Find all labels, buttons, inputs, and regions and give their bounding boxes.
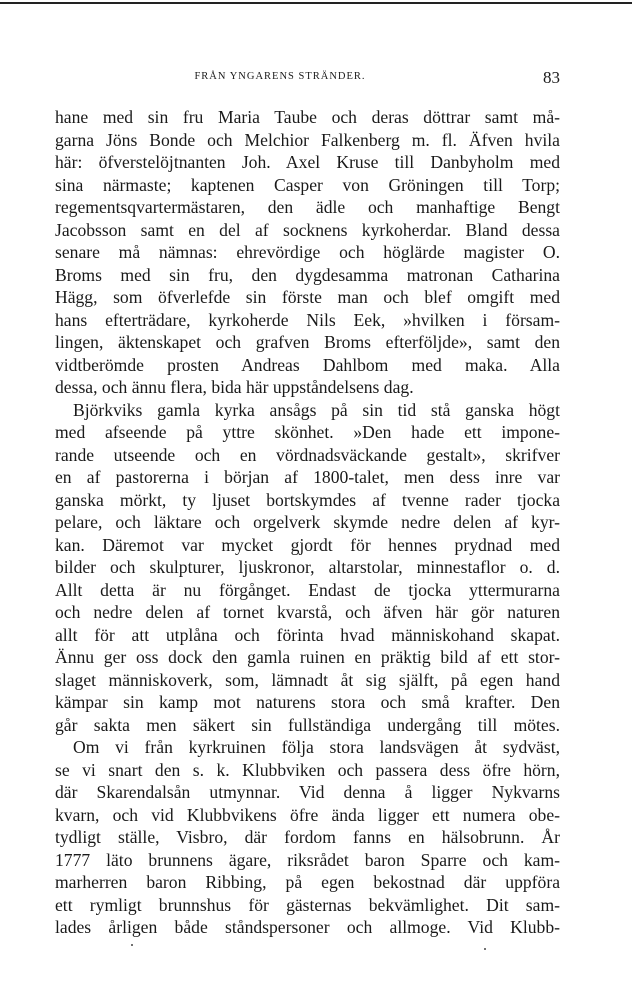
- text-line: sina närmaste; kaptenen Casper von Gröningen till Torp;: [55, 174, 560, 195]
- print-speck: [484, 948, 486, 950]
- paragraph-start-line: Om vi från kyrkruinen följa stora landsvägen åt sydväst,: [73, 737, 560, 757]
- text-line: lingen, äktenskapet och grafven Broms efterföljde», samt den: [55, 332, 560, 352]
- text-line: och nedre delen af tornet kvarstå, och äfven här gör naturen: [55, 602, 560, 622]
- text-line: Broms med sin fru, den dygdesamma matronan Catharina: [55, 264, 560, 285]
- text-line: vidtberömde prosten Andreas Dahlbom med maka. Alla: [55, 354, 560, 375]
- text-line: rande utseende och en vördnadsväckande gestalt», skrifver: [55, 444, 560, 465]
- print-speck: [131, 944, 133, 946]
- page-number: 83: [543, 68, 560, 87]
- text-line: garna Jöns Bonde och Melchior Falkenberg m. fl. Äfven hvila: [55, 129, 560, 150]
- text-line: senare må nämnas: ehrevördige och höglärde magister O.: [55, 242, 560, 262]
- paragraph-end-line: dessa, och ännu flera, bida här uppståndelsens dag.: [55, 377, 414, 397]
- text-line: Ännu ger oss dock den gamla ruinen en präktig bild af ett stor-: [55, 647, 560, 667]
- text-line: lades årligen både ståndspersoner och allmoge. Vid Klubb-: [55, 917, 560, 937]
- text-line: tydligt ställe, Visbro, där fordom fanns en hälsobrunn. År: [55, 827, 560, 847]
- text-line: Jacobsson samt en del af socknens kyrkoherdar. Bland dessa: [55, 219, 560, 240]
- text-line: se vi snart den s. k. Klubbviken och passera dess öfre hörn,: [55, 759, 560, 780]
- text-line: kämpar sin kamp mot naturens stora och små krafter. Den: [55, 692, 560, 712]
- text-line: Hägg, som öfverlefde sin förste man och blef omgift med: [55, 287, 560, 307]
- text-line: kan. Däremot var mycket gjordt för hennes prydnad med: [55, 534, 560, 555]
- top-rule: [0, 2, 632, 4]
- text-line: hans efterträdare, kyrkoherde Nils Eek, »hvilken i försam-: [55, 309, 560, 330]
- body-text: [55, 106, 560, 939]
- text-line: slaget människoverk, som, lämnadt åt sig själft, på egen hand: [55, 669, 560, 690]
- text-line: pelare, och läktare och orgelverk skymde nedre delen af kyr-: [55, 512, 560, 532]
- text-line: hane med sin fru Maria Taube och deras döttrar samt må-: [55, 107, 560, 127]
- text-line: kvarn, och vid Klubbvikens öfre ända ligger ett numera obe-: [55, 804, 560, 825]
- text-line: 1777 läto brunnens ägare, riksrådet baron Sparre och kam-: [55, 849, 560, 870]
- text-line: här: öfverstelöjtnanten Joh. Axel Kruse till Danbyholm med: [55, 152, 560, 172]
- paragraph-start-line: Björkviks gamla kyrka ansågs på sin tid stå ganska högt: [73, 399, 560, 420]
- text-line: bilder och skulpturer, ljuskronor, altarstolar, minnestaflor o. d.: [55, 557, 560, 577]
- text-line: regementsqvartermästaren, den ädle och manhaftige Bengt: [55, 197, 560, 217]
- text-line: allt för att utplåna och förinta hvad människohand skapat.: [55, 624, 560, 645]
- text-line: en af pastorerna i början af 1800-talet, men dess inre var: [55, 467, 560, 487]
- text-line: ett rymligt brunnshus för gästernas bekvämlighet. Dit sam-: [55, 894, 560, 915]
- text-line: Allt detta är nu förgånget. Endast de tjocka yttermurarna: [55, 579, 560, 600]
- text-line: går sakta men säkert sin fullständiga undergång till mötes.: [55, 714, 560, 735]
- text-line: ganska mörkt, ty ljuset bortskymdes af tvenne rader tjocka: [55, 489, 560, 510]
- text-line: marherren baron Ribbing, på egen bekostnad där uppföra: [55, 872, 560, 892]
- text-line: där Skarendalsån utmynnar. Vid denna å ligger Nykvarns: [55, 782, 560, 802]
- text-line: med afseende på yttre skönhet. »Den hade ett impone-: [55, 422, 560, 442]
- running-header: FRÅN YNGARENS STRÄNDER.: [194, 71, 366, 82]
